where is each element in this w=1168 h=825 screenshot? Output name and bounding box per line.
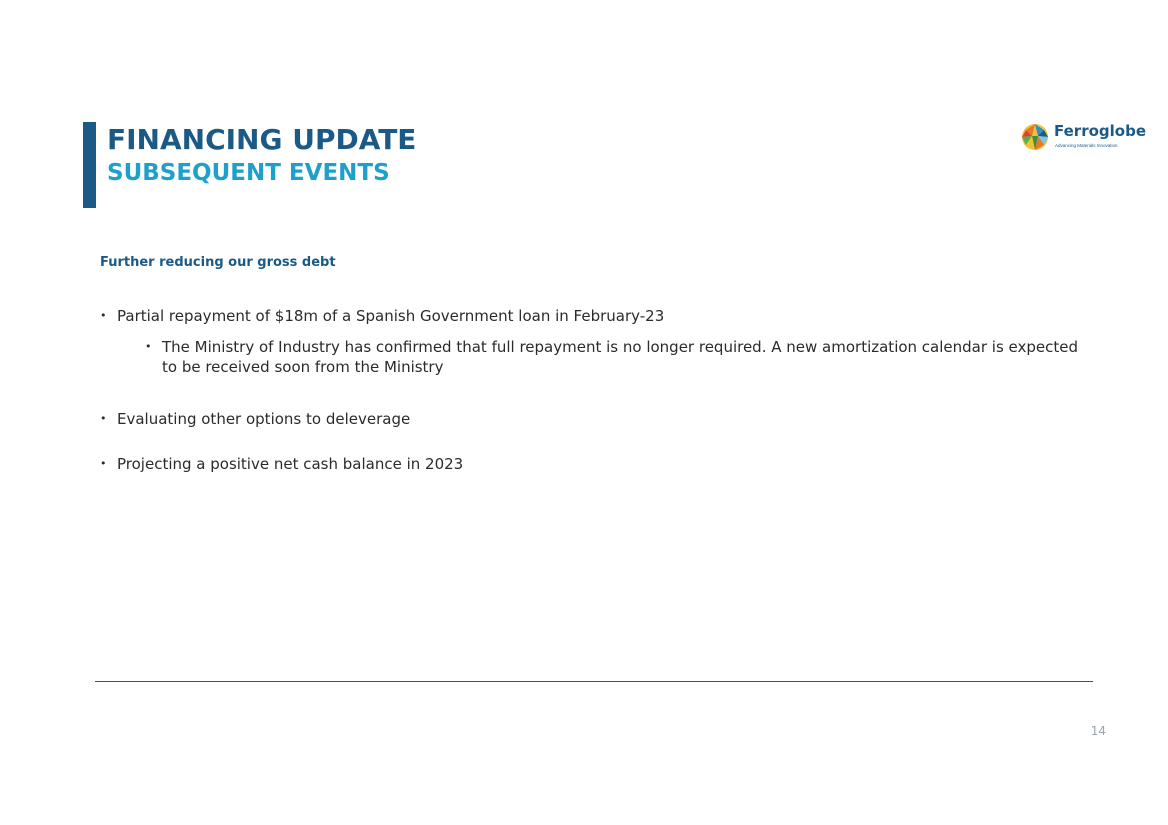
footer-divider (95, 681, 1093, 682)
bullet-dot: • (100, 412, 107, 425)
bullet-text: Partial repayment of $18m of a Spanish Government loan in February-23 (117, 307, 665, 325)
bullet-item (100, 409, 1080, 429)
slide-subtitle: SUBSEQUENT EVENTS (107, 160, 390, 186)
sub-bullet-item (145, 337, 1080, 377)
logo-tagline: Advancing Materials Innovation (1055, 143, 1118, 148)
bullet-item (100, 454, 1080, 474)
bullet-item (100, 306, 1080, 326)
logo-name: Ferroglobe (1054, 122, 1147, 140)
slide-title: FINANCING UPDATE (107, 123, 417, 156)
page-number: 14 (1090, 724, 1106, 738)
bullet-dot: • (100, 309, 107, 322)
bullet-text: Evaluating other options to deleverage (117, 410, 411, 428)
bullet-text: Projecting a positive net cash balance in 2023 (117, 455, 464, 473)
bullet-text: The Ministry of Industry has confirmed that full repayment is no longer required. A new amortization calendar is expected to be received soon from the Ministry (162, 338, 1079, 376)
ferroglobe-globe-icon (1020, 122, 1050, 152)
title-accent-bar (83, 122, 96, 208)
bullet-dot: • (145, 340, 152, 353)
ferroglobe-logo (1020, 120, 1147, 154)
bullet-dot: • (100, 457, 107, 470)
section-heading: Further reducing our gross debt (100, 255, 336, 270)
